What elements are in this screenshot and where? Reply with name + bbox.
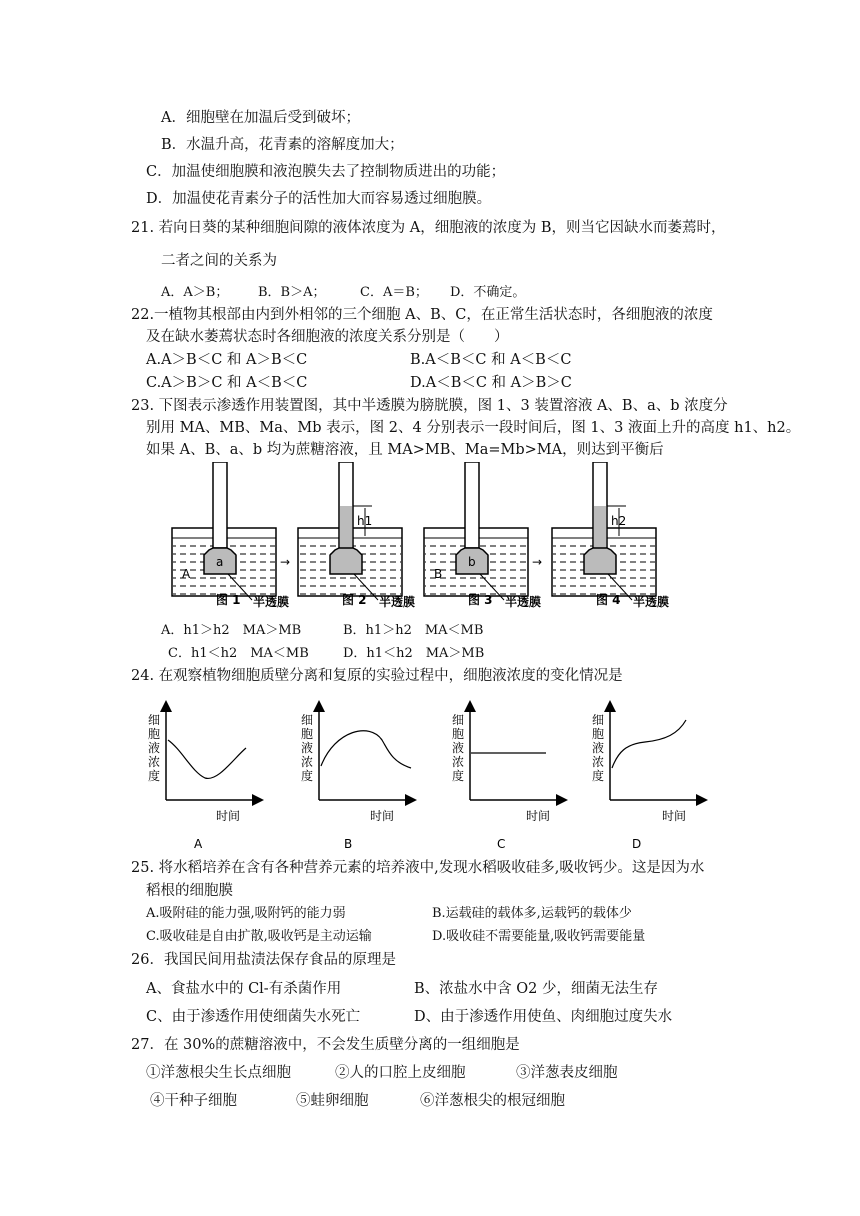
q21-stem-cont: 二者之间的关系为 xyxy=(161,253,277,269)
q23-option-b: B．h1＞h2 MA＜MB xyxy=(343,623,484,638)
membrane-label-4: 半透膜 xyxy=(633,595,670,609)
q26-option-a: A、食盐水中的 Cl-有杀菌作用 xyxy=(146,981,342,997)
h1-label: h1 xyxy=(357,514,373,528)
q23-option-c: C．h1＜h2 MA＜MB xyxy=(168,646,309,661)
q27-option-5: ⑤蛙卵细胞 xyxy=(296,1093,369,1109)
q24-stem: 24. 在观察植物细胞质壁分离和复原的实验过程中，细胞液浓度的变化情况是 xyxy=(131,668,623,684)
fig4-label: 图 4 xyxy=(596,593,621,607)
q23-stem-cont: 别用 MA、MB、Ma、Mb 表示，图 2、4 分别表示一段时间后，图 1、3 液面上升的高度 h1、h2。 xyxy=(146,420,801,436)
q25-stem: 25. 将水稻培养在含有各种营养元素的培养液中,发现水稻吸收硅多,吸收钙少。这是因为水 xyxy=(131,860,705,876)
q22-option-d: D.A＜B＜C 和 A＞B＞C xyxy=(410,375,572,391)
q22-option-b: B.A＜B＜C 和 A＜B＜C xyxy=(410,352,572,368)
membrane-label-3: 半透膜 xyxy=(505,595,542,609)
q23-stem: 23. 下图表示渗透作用装置图，其中半透膜为膀胱膜，图 1、3 装置溶液 A、B、a、b 浓度分 xyxy=(131,398,728,414)
concentration-graphs xyxy=(130,700,710,850)
h2-label: h2 xyxy=(611,514,627,528)
graph-b xyxy=(301,706,411,850)
q26-option-d: D、由于渗透作用使鱼、肉细胞过度失水 xyxy=(414,1009,673,1025)
figure-3 xyxy=(424,462,541,609)
q21-option-c: C．A＝B； xyxy=(360,285,428,300)
xlabel-c: 时间 xyxy=(526,809,551,823)
q21-option-b: B．B＞A； xyxy=(258,285,326,300)
ylabel-a: 细胞液浓度 xyxy=(148,713,161,783)
graph-b-label: B xyxy=(344,837,353,850)
graph-d xyxy=(592,706,702,850)
xlabel-a: 时间 xyxy=(216,809,241,823)
ylabel-b: 细胞液浓度 xyxy=(301,713,314,783)
q26-option-c: C、由于渗透作用使细菌失水死亡 xyxy=(146,1009,361,1025)
q21-option-d: D．不确定。 xyxy=(450,285,526,300)
q25-option-b: B.运载硅的载体多,运载钙的载体少 xyxy=(432,906,632,921)
solution-A-label: A xyxy=(182,567,191,581)
graph-a-label: A xyxy=(194,837,203,850)
q27-option-6: ⑥洋葱根尖的根冠细胞 xyxy=(420,1093,565,1109)
q20-option-c: C．加温使细胞膜和液泡膜失去了控制物质进出的功能； xyxy=(146,164,506,180)
q23-option-d: D．h1＜h2 MA＞MB xyxy=(343,646,485,661)
q22-stem: 22.一植物其根部由内到外相邻的三个细胞 A、B、C，在正常生活状态时，各细胞液的浓度 xyxy=(131,307,713,323)
fig2-label: 图 2 xyxy=(342,593,367,607)
q27-option-4: ④干种子细胞 xyxy=(150,1093,237,1109)
fig1-label: 图 1 xyxy=(216,593,241,607)
ylabel-d: 细胞液浓度 xyxy=(592,713,605,783)
q26-option-b: B、浓盐水中含 O2 少，细菌无法生存 xyxy=(414,981,658,997)
membrane-label-2: 半透膜 xyxy=(379,595,416,609)
solution-b-label: b xyxy=(468,555,476,569)
graph-a xyxy=(148,706,258,850)
q25-option-c: C.吸收硅是自由扩散,吸收钙是主动运输 xyxy=(146,929,372,944)
q20-option-d: D．加温使花青素分子的活性加大而容易透过细胞膜。 xyxy=(146,191,492,207)
q27-option-1: ①洋葱根尖生长点细胞 xyxy=(146,1065,291,1081)
q26-stem: 26．我国民间用盐渍法保存食品的原理是 xyxy=(131,952,396,968)
figure-1 xyxy=(172,462,289,609)
graph-d-label: D xyxy=(632,837,642,850)
q22-option-c: C.A＞B＞C 和 A＜B＜C xyxy=(146,375,308,391)
arrow-icon: → xyxy=(532,555,543,569)
xlabel-d: 时间 xyxy=(662,809,687,823)
xlabel-b: 时间 xyxy=(370,809,395,823)
q22-stem-cont: 及在缺水萎蔫状态时各细胞液的浓度关系分别是（ ） xyxy=(146,329,509,345)
graph-c-label: C xyxy=(497,837,506,850)
arrow-icon: → xyxy=(280,555,291,569)
q25-option-d: D.吸收硅不需要能量,吸收钙需要能量 xyxy=(432,929,646,944)
q21-stem: 21. 若向日葵的某种细胞间隙的液体浓度为 A，细胞液的浓度为 B，则当它因缺水而萎蔫时， xyxy=(131,220,726,236)
fig3-label: 图 3 xyxy=(468,593,493,607)
q21-option-a: A．A＞B； xyxy=(161,285,229,300)
figure-2 xyxy=(298,462,415,609)
osmosis-figure xyxy=(160,462,700,612)
membrane-label-1: 半透膜 xyxy=(253,595,290,609)
q23-stem-cont2: 如果 A、B、a、b 均为蔗糖溶液，且 MA>MB、Ma=Mb>MA，则达到平衡后 xyxy=(146,442,664,458)
figure-4 xyxy=(552,462,669,609)
q27-option-3: ③洋葱表皮细胞 xyxy=(516,1065,618,1081)
q22-option-a: A.A＞B＜C 和 A＞B＜C xyxy=(146,352,308,368)
graph-c xyxy=(452,706,562,850)
solution-B-label: B xyxy=(434,567,443,581)
q25-stem-cont: 稻根的细胞膜 xyxy=(146,883,233,899)
ylabel-c: 细胞液浓度 xyxy=(452,713,465,783)
q27-option-2: ②人的口腔上皮细胞 xyxy=(335,1065,466,1081)
q20-option-a: A．细胞壁在加温后受到破坏； xyxy=(161,110,360,126)
q25-option-a: A.吸附硅的能力强,吸附钙的能力弱 xyxy=(146,906,346,921)
q27-stem: 27．在 30%的蔗糖溶液中，不会发生质壁分离的一组细胞是 xyxy=(131,1037,520,1053)
solution-a-label: a xyxy=(216,555,224,569)
q20-option-b: B．水温升高，花青素的溶解度加大； xyxy=(161,137,404,153)
q23-option-a: A．h1＞h2 MA＞MB xyxy=(161,623,302,638)
